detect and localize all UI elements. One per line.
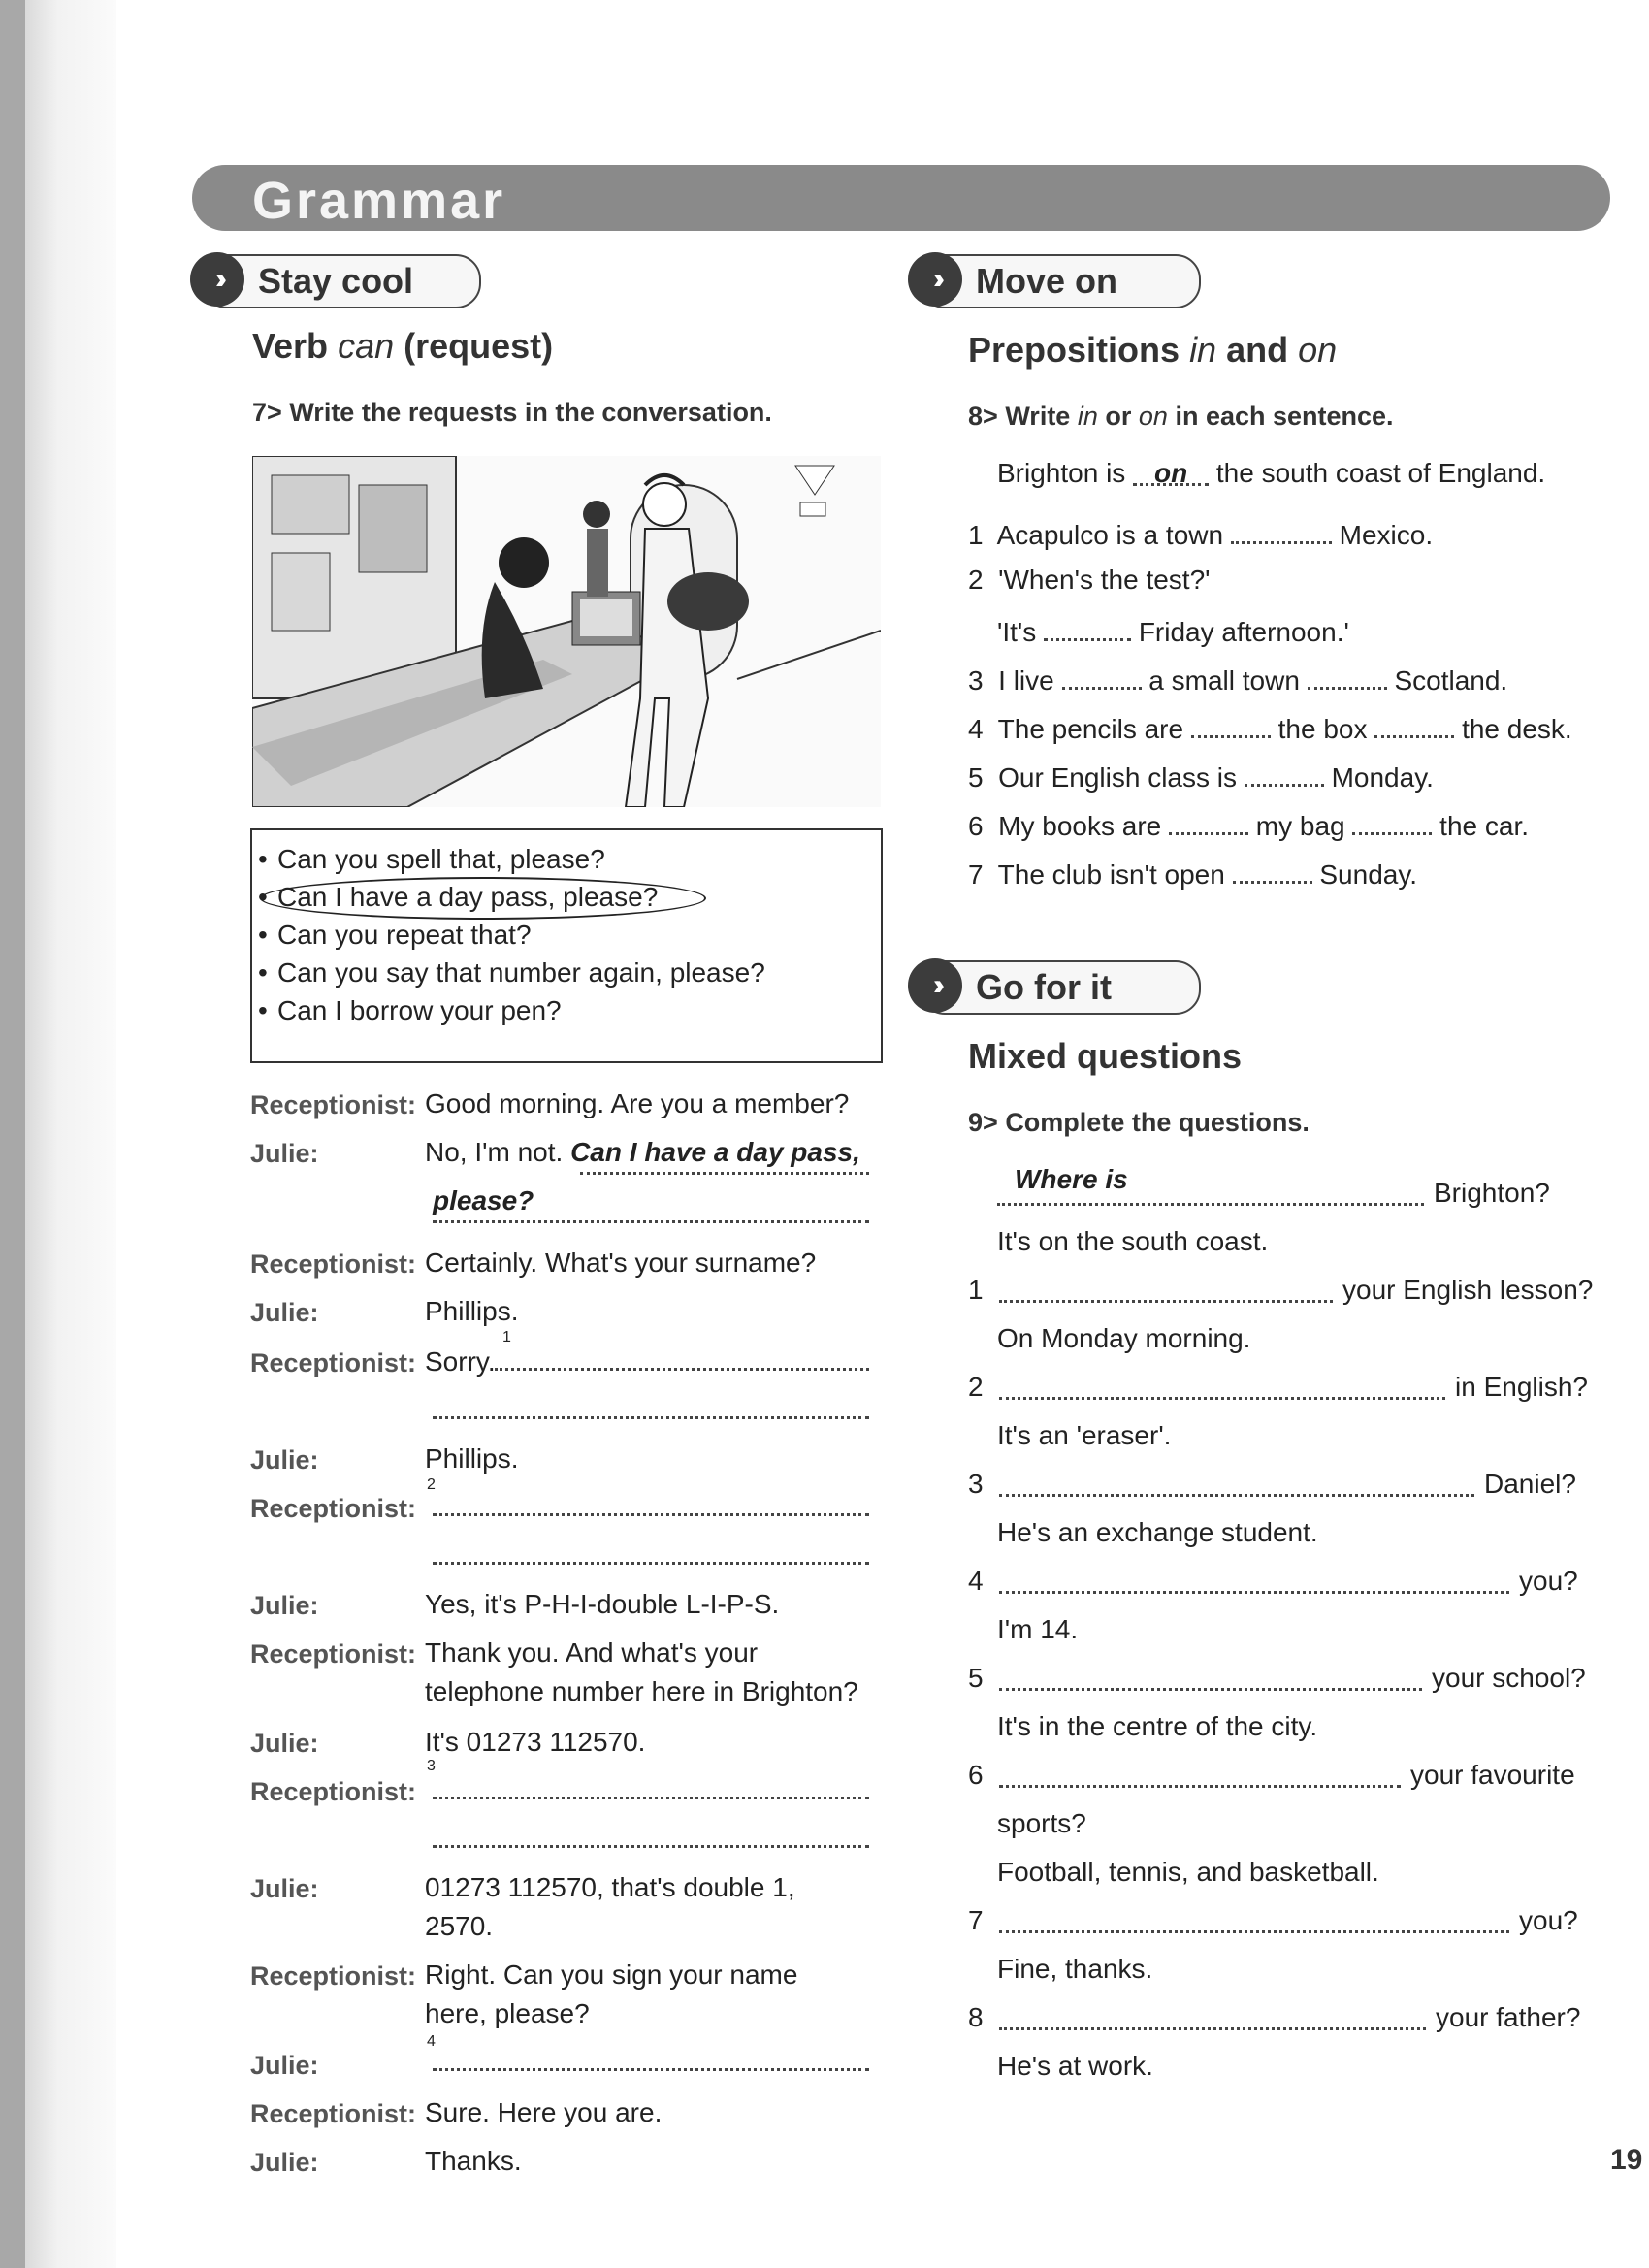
example-answer: Where is [1015,1164,1128,1194]
speaker-label: Julie: [250,1729,319,1758]
dialogue-line: Sorry. [425,1346,496,1377]
grammar-banner [192,165,1610,231]
dialogue-line: 2570. [425,1911,494,1941]
speaker-label: Julie: [250,2051,319,2080]
speaker-label: Receptionist: [250,2099,417,2128]
question-reply: Football, tennis, and basketball. [997,1857,1379,1887]
dialogue-line: Good morning. Are you a member? [425,1088,850,1118]
question-number: 8 [968,2002,984,2032]
preposition-item-2b: 'It's Friday afternoon.' [997,613,1349,648]
answer-line [433,1220,869,1223]
move-on-label: Move on [976,261,1118,301]
answer-line [580,1172,869,1175]
speaker-label: Receptionist: [250,1639,417,1669]
question-reply: It's in the centre of the city. [997,1711,1318,1741]
speaker-label: Julie: [250,1139,319,1168]
speaker-label: Julie: [250,1591,319,1620]
banner-title: Grammar [252,172,506,230]
answer-line [997,1203,1424,1206]
question-end: you? [1519,1905,1578,1935]
option-2: • Can I have a day pass, please? [277,882,658,913]
speaker-label: Julie: [250,1298,319,1327]
request-options-box [250,828,883,1063]
example-answer: on [1133,458,1209,486]
preposition-item-2: 2 'When's the test?' [968,565,1211,595]
speaker-label: Receptionist: [250,1249,417,1279]
answer-line [433,1845,869,1848]
double-chevron-icon: ›› [190,252,244,307]
preposition-item-5: 5 Our English class is Monday. [968,759,1434,794]
answer-line [495,1368,869,1371]
answer-line [999,1688,1422,1691]
question-end: your father? [1436,2002,1581,2032]
dialogue-line: Phillips. [425,1443,519,1474]
mixed-questions-heading: Mixed questions [968,1036,1243,1076]
question-reply: He's an exchange student. [997,1517,1318,1547]
answer-line [433,1416,869,1419]
exercise-8-instruction: 8> Write in or on in each sentence. [968,402,1394,431]
go-for-it-label: Go for it [976,967,1112,1007]
preposition-item-4: 4 The pencils are the box the desk. [968,710,1572,745]
stay-cool-pill [202,254,481,308]
gap-number: 4 [427,2033,436,2050]
question-number: 2 [968,1372,984,1402]
question-reply: It's an 'eraser'. [997,1420,1172,1450]
question-number: 1 [968,1275,984,1305]
speaker-label: Julie: [250,2148,319,2177]
question-end: you? [1519,1566,1578,1596]
preposition-item-3: 3 I live a small town Scotland. [968,662,1507,697]
answer-line [999,1494,1474,1497]
go-for-it-pill [920,960,1201,1015]
question-end: your English lesson? [1342,1275,1594,1305]
preposition-item-1: 1 Acapulco is a town Mexico. [968,516,1433,551]
binding-edge [0,0,25,2268]
double-chevron-icon: ›› [908,958,962,1013]
answer-line [999,1785,1401,1788]
prepositions-heading: Prepositions in and on [968,330,1338,370]
dialogue-line: Phillips. [425,1296,519,1326]
question-reply: I'm 14. [997,1614,1079,1644]
question-reply: Fine, thanks. [997,1954,1153,1984]
exercise-7-instruction: 7> Write the requests in the conversation. [252,398,772,427]
example-answer: Can I have a day pass, [570,1137,860,1167]
example-answer: please? [433,1185,534,1215]
dialogue-line: Sure. Here you are. [425,2097,663,2127]
answer-line [999,1591,1509,1594]
answer-line [999,1300,1333,1303]
example-sentence: Brighton is on the south coast of England. [997,458,1546,488]
speaker-label: Julie: [250,1445,319,1474]
option-5: • Can I borrow your pen? [277,995,562,1026]
move-on-pill [920,254,1201,308]
dialogue-line: telephone number here in Brighton? [425,1676,858,1706]
answer-line [999,1397,1445,1400]
question-number: 3 [968,1469,984,1499]
question-end: your favourite [1410,1760,1575,1790]
dialogue-line: Thank you. And what's your [425,1637,759,1668]
reception-desk-illustration [252,456,881,807]
question-reply: He's at work. [997,2051,1153,2081]
answer-line [433,1562,869,1565]
option-1: • Can you spell that, please? [277,844,605,875]
question-end: Daniel? [1484,1469,1576,1499]
question-reply: On Monday morning. [997,1323,1251,1353]
answer-line [433,2068,869,2071]
gap-number: 1 [502,1329,511,1345]
option-4: • Can you say that number again, please? [277,957,765,988]
dialogue-line: Yes, it's P-H-I-double L-I-P-S. [425,1589,780,1619]
dialogue-line: It's 01273 112570. [425,1727,646,1757]
question-end: your school? [1432,1663,1586,1693]
speaker-label: Receptionist: [250,1777,417,1806]
preposition-item-7: 7 The club isn't open Sunday. [968,856,1417,891]
dialogue-line: here, please? [425,1998,590,2028]
speaker-label: Receptionist: [250,1348,417,1377]
answer-line [433,1797,869,1799]
page-number: 19 [1610,2144,1643,2176]
dialogue-line: Certainly. What's your surname? [425,1247,817,1278]
dialogue-line: Thanks. [425,2146,522,2176]
speaker-label: Receptionist: [250,1494,417,1523]
question-number: 5 [968,1663,984,1693]
question-number: 6 [968,1760,984,1790]
gap-number: 2 [427,1476,436,1493]
option-3: • Can you repeat that? [277,920,532,951]
question-number: 7 [968,1905,984,1935]
question-end: in English? [1455,1372,1588,1402]
speaker-label: Julie: [250,1874,319,1903]
speaker-label: Receptionist: [250,1961,417,1991]
gap-number: 3 [427,1758,436,1774]
question-end: Brighton? [1434,1178,1550,1208]
speaker-label: Receptionist: [250,1090,417,1119]
question-number: 4 [968,1566,984,1596]
stay-cool-label: Stay cool [258,261,414,301]
answer-line [999,2027,1426,2030]
dialogue-line: No, I'm not. Can I have a day pass, [425,1137,860,1167]
answer-line [433,1513,869,1516]
verb-can-heading: Verb can (request) [252,326,554,366]
preposition-item-6: 6 My books are my bag the car. [968,807,1529,842]
dialogue-line: 01273 112570, that's double 1, [425,1872,795,1902]
exercise-9-instruction: 9> Complete the questions. [968,1108,1310,1137]
answer-line [999,1930,1509,1933]
dialogue-line: Right. Can you sign your name [425,1960,798,1990]
question-reply: It's on the south coast. [997,1226,1269,1256]
double-chevron-icon: ›› [908,252,962,307]
question-end-continued: sports? [997,1808,1086,1838]
